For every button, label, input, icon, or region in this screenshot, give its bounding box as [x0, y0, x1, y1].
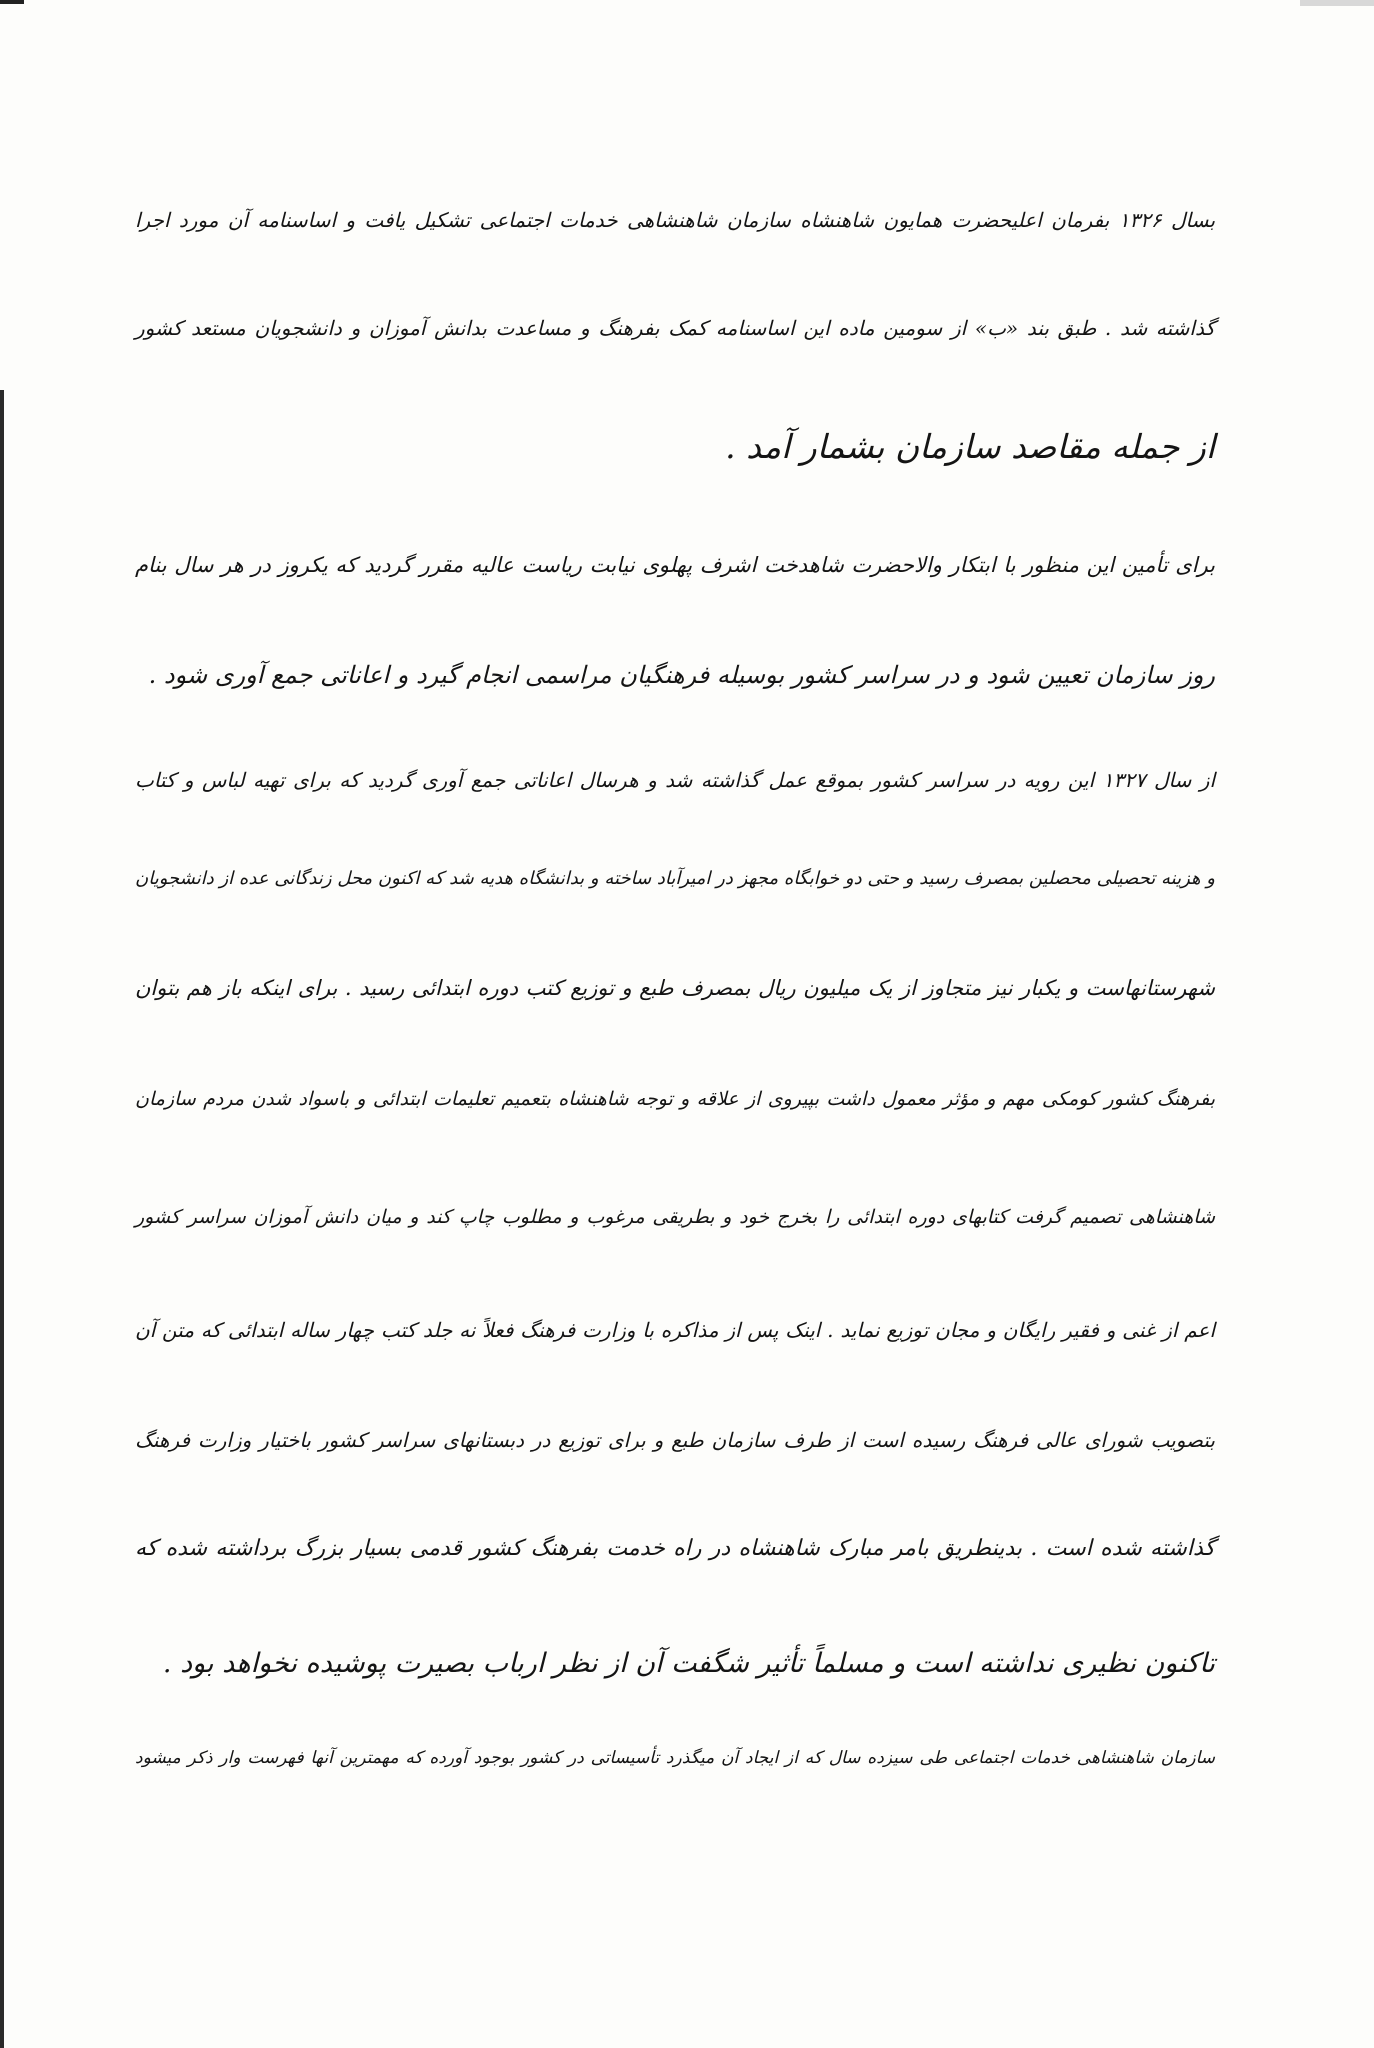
text-line: و هزینه تحصیلی محصلین بمصرف رسید و حتی دو خوابگاه مجهز در امیرآباد ساخته و بدانشگاه هدیه شد که اکنون محل زندگانی عده از دانشجویان — [135, 868, 1215, 889]
text-line: گذاشته شده است . بدینطریق بامر مبارک شاهنشاه در راه خدمت بفرهنگ کشور قدمی بسیار بزرگ برداشته شده که — [135, 1536, 1215, 1561]
text-line: بفرهنگ کشور کومکی مهم و مؤثر معمول داشت بپیروی از علاقه و توجه شاهنشاه بتعمیم تعلیمات ابتدائی و باسواد شدن مردم سازمان — [135, 1088, 1215, 1110]
text-line: اعم از غنی و فقیر رایگان و مجان توزیع نماید . اینک پس از مذاکره با وزارت فرهنگ فعلاً نه جلد کتب چهار ساله ابتدائی که متن آن — [135, 1318, 1216, 1342]
text-line: شهرستانهاست و یکبار نیز متجاوز از یک میلیون ریال بمصرف طبع و توزیع کتب دوره ابتدائی رسید . برای اینکه باز هم بتوان — [135, 976, 1215, 1000]
text-line: روز سازمان تعیین شود و در سراسر کشور بوسیله فرهنگیان مراسمی انجام گیرد و اعاناتی جمع آوری شود . — [148, 661, 1215, 689]
text-line: برای تأمین این منظور با ابتکار والاحضرت شاهدخت اشرف پهلوی نیابت ریاست عالیه مقرر گردید که یکروز در هر سال بنام — [135, 553, 1216, 577]
scan-corner-mark — [0, 0, 24, 28]
text-line: گذاشته شد . طبق بند «ب» از سومین ماده این اساسنامه کمک بفرهنگ و مساعدت بدانش آموزان و دانشجویان مستعد کشور — [135, 316, 1215, 340]
text-line: سازمان شاهنشاهی خدمات اجتماعی طی سیزده سال که از ایجاد آن میگذرد تأسیساتی در کشور بوجود آورده که مهمترین آنها فهرست وار ذکر میشود — [135, 1748, 1215, 1768]
text-line: بتصویب شورای عالی فرهنگ رسیده است از طرف سازمان طبع و برای توزیع در دبستانهای سراسر کشور باختیار وزارت فرهنگ — [135, 1428, 1215, 1452]
scan-edge-shade — [1300, 0, 1374, 6]
handwritten-text-body — [135, 0, 1215, 2048]
text-line: از سال ۱۳۲۷ این رویه در سراسر کشور بموقع عمل گذاشته شد و هرسال اعاناتی جمع آوری گردید که برای تهیه لباس و کتاب — [135, 768, 1215, 792]
text-line: شاهنشاهی تصمیم گرفت کتابهای دوره ابتدائی را بخرج خود و بطریقی مرغوب و مطلوب چاپ کند و میان دانش آموزان سراسر کشور — [135, 1206, 1215, 1228]
scan-left-edge — [0, 390, 4, 2048]
text-line: تاکنون نظیری نداشته است و مسلماً تأثیر شگفت آن از نظر ارباب بصیرت پوشیده نخواهد بود . — [162, 1648, 1215, 1679]
text-line: از جمله مقاصد سازمان بشمار آمد . — [725, 427, 1215, 466]
text-line: بسال ۱۳۲۶ بفرمان اعلیحضرت همایون شاهنشاه سازمان شاهنشاهی خدمات اجتماعی تشکیل یافت و اساسنامه آن مورد اجرا — [135, 208, 1216, 232]
